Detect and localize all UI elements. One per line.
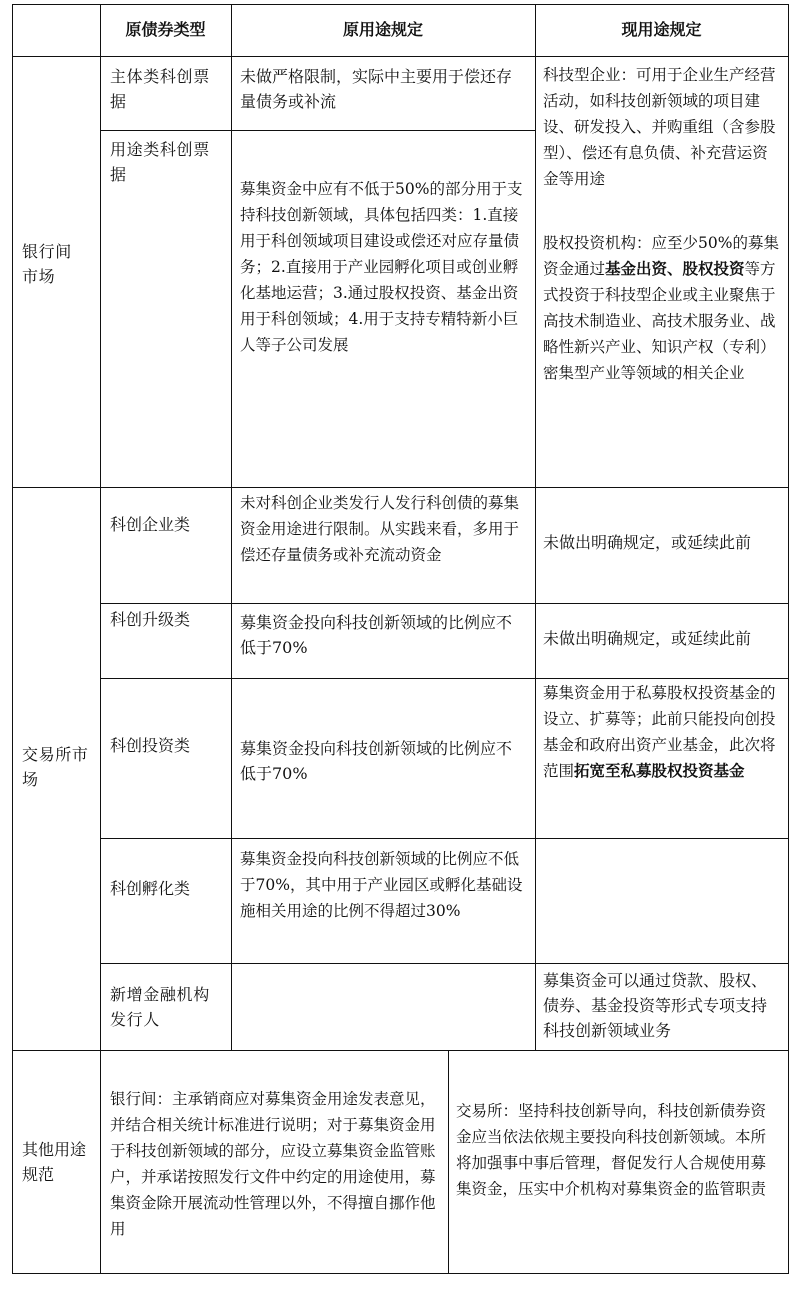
column-divider-other <box>448 1050 449 1274</box>
equity-text-bold: 基金出资、股权投资 <box>605 259 745 278</box>
other-usage-label: 其他用途规范 <box>22 1140 87 1184</box>
exchange-row2-divider <box>100 678 789 679</box>
interbank-subject-original: 未做严格限制，实际中主要用于偿还存量债务或补流 <box>240 67 513 111</box>
column-divider-now <box>535 4 536 1051</box>
table-border-top <box>12 4 789 5</box>
table-border-right <box>788 4 789 1274</box>
header-original-usage: 原用途规定 <box>342 20 423 39</box>
header-bond-type: 原债券类型 <box>125 20 206 39</box>
exchange-investment-original: 募集资金投向科技创新领域的比例应不低于70% <box>240 739 513 783</box>
exchange-incubation-type: 科创孵化类 <box>110 879 191 898</box>
exchange-incubation-original: 募集资金投向科技创新领域的比例应不低于70%，其中用于产业园区或孵化基础设施相关用途的比例不得超过30% <box>240 850 523 920</box>
investment-text-a: 募集资金用于私募股权投资基金的设立、扩募等；此前只能投向创投基金和政府出资产业基金，此次将范围 <box>543 684 776 780</box>
equity-text-a: 股权投资机构：应至少50%的募集资金通过 <box>543 234 779 278</box>
investment-text-bold: 拓宽至私募股权投资基金 <box>574 761 745 780</box>
exchange-row4-divider <box>100 963 789 964</box>
column-divider-type <box>231 4 232 1051</box>
exchange-financial-issuer-type: 新增金融机构发行人 <box>110 985 210 1029</box>
other-exchange-text: 交易所：坚持科技创新导向，科技创新债券资金应当依法依规主要投向科技创新领域。本所将加强事中事后管理，督促发行人合规使用募集资金，压实中介机构对募集资金的监管职责 <box>456 1102 767 1198</box>
exchange-upgrade-original: 募集资金投向科技创新领域的比例应不低于70% <box>240 613 513 657</box>
exchange-enterprise-type: 科创企业类 <box>110 515 191 534</box>
section-divider-exchange <box>12 487 789 488</box>
table-border-bottom <box>12 1273 789 1274</box>
exchange-market-label: 交易所市场 <box>22 745 89 789</box>
exchange-upgrade-current: 未做出明确规定，或延续此前 <box>543 629 752 648</box>
interbank-market-label: 银行间市场 <box>22 242 72 286</box>
exchange-financial-issuer-current: 募集资金可以通过贷款、股权、债券、基金投资等形式专项支持科技创新领域业务 <box>543 971 768 1040</box>
exchange-enterprise-current: 未做出明确规定，或延续此前 <box>543 533 752 552</box>
exchange-row1-divider <box>100 603 789 604</box>
header-current-usage: 现用途规定 <box>621 20 702 39</box>
exchange-upgrade-type: 科创升级类 <box>110 610 191 629</box>
section-divider-other <box>12 1050 789 1051</box>
table-border-left <box>12 4 13 1274</box>
exchange-investment-type: 科创投资类 <box>110 736 191 755</box>
exchange-row3-divider <box>100 838 789 839</box>
equity-text-c: 等方式投资于科技型企业或主业聚焦于高技术制造业、高技术服务业、战略性新兴产业、知识产权（专利）密集型产业等领域的相关企业 <box>543 260 776 382</box>
interbank-usage-type: 用途类科创票据 <box>110 140 210 184</box>
interbank-subject-type: 主体类科创票据 <box>110 67 210 111</box>
header-divider <box>12 56 789 57</box>
interbank-current-equity-institution <box>543 230 781 386</box>
exchange-investment-current <box>543 680 781 784</box>
interbank-current-tech-enterprise: 科技型企业：可用于企业生产经营活动，如科技创新领域的项目建设、研发投入、并购重组（含参股型）、偿还有息负债、补充营运资金等用途 <box>543 66 776 188</box>
other-interbank-text: 银行间：主承销商应对募集资金用途发表意见，并结合相关统计标准进行说明；对于募集资金用于科技创新领域的部分，应设立募集资金监管账户，并承诺按照发行文件中约定的用途使用，募集资金除开展流动性管理以外，不得擅自挪作他用 <box>110 1090 436 1238</box>
interbank-row-divider <box>100 130 535 131</box>
interbank-usage-original: 募集资金中应有不低于50%的部分用于支持科技创新领域，具体包括四类：1.直接用于科创领域项目建设或偿还对应存量债务；2.直接用于产业园孵化项目或创业孵化基地运营；3.通过股权投资、基金出资用于科创领域；4.用于支持专精特新小巨人等子公司发展 <box>240 180 523 354</box>
exchange-enterprise-original: 未对科创企业类发行人发行科创债的募集资金用途进行限制。从实践来看，多用于偿还存量债务或补充流动资金 <box>240 494 520 564</box>
column-divider-market <box>100 4 101 1274</box>
